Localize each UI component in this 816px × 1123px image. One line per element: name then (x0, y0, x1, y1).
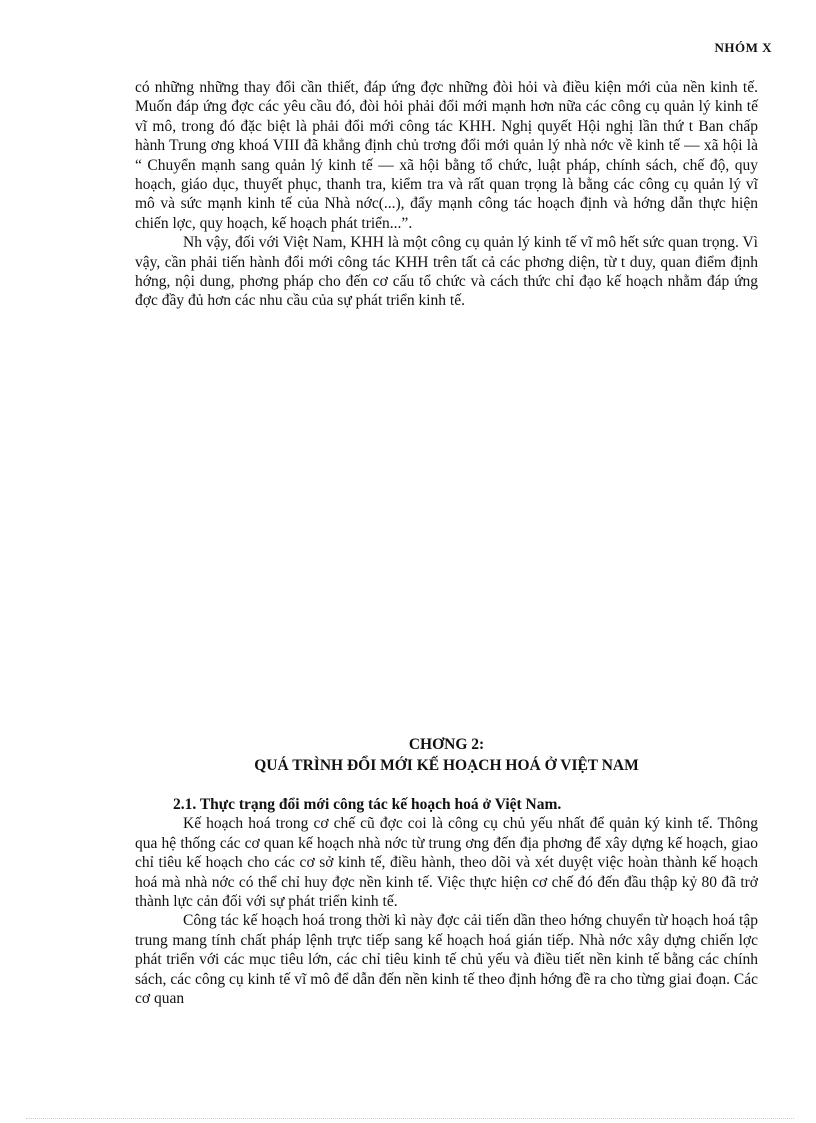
section-text (135, 795, 758, 1008)
intro-paragraph-1: có những những thay đổi cần thiết, đáp ứng đợc những đòi hỏi và điều kiện mới của nền kinh tế. Muốn đáp ứng đợc các yêu cầu đó, đòi hỏi phải đổi mới mạnh hơn nữa các công cụ quản lý kinh tế vĩ mô, trong đó đặc biệt là phải đổi mới công tác KHH. Nghị quyết Hội nghị lần thứ t Ban chấp hành Trung ơng khoá VIII đã khẳng định chủ trơng đổi mới quản lý nhà nớc về kinh tế — xã hội là “ Chuyển mạnh sang quản lý kinh tế — xã hội bằng tổ chức, luật pháp, chính sách, chế độ, quy hoạch, giáo dục, thuyết phục, thanh tra, kiểm tra và rất quan trọng là bằng các công cụ quản lý vĩ mô và sức mạnh kinh tế của Nhà nớc(...), đẩy mạnh công tác hoạch định và hớng dẫn thực hiện chiến lợc, quy hoạch, kế hoạch phát triển...”. (135, 79, 758, 232)
intro-text (135, 78, 758, 311)
section-paragraph-2: Công tác kế hoạch hoá trong thời kì này đợc cải tiến dần theo hớng chuyển từ hoạch hoá tập trung mang tính chất pháp lệnh trực tiếp sang kế hoạch hoá gián tiếp. Nhà nớc xây dựng chiến lợc phát triển với các mục tiêu lớn, các chỉ tiêu kinh tế chủ yếu và điều tiết nền kinh tế bằng các chính sách, các công cụ kinh tế vĩ mô để dẫn đến nền kinh tế theo định hớng đề ra cho từng giai đoạn. Các cơ quan (135, 912, 758, 1008)
chapter-title: QUÁ TRÌNH ĐỔI MỚI KẾ HOẠCH HOÁ Ở VIỆT NAM (254, 757, 639, 774)
section-heading: 2.1. Thực trạng đổi mới công tác kế hoạch hoá ở Việt Nam. (173, 796, 562, 813)
chapter-number: CHƠNG 2: (408, 736, 485, 753)
page-header-group: NHÓM X (714, 40, 772, 55)
intro-paragraph-2: Nh vậy, đối với Việt Nam, KHH là một công cụ quản lý kinh tế vĩ mô hết sức quan trọng. Vì vậy, cần phải tiến hành đổi mới công tác KHH trên tất cả các phơng diện, từ t duy, quan điểm định hớng, nội dung, phơng pháp cho đến cơ cấu tổ chức và cách thức chỉ đạo kế hoạch nhằm đáp ứng đợc đầy đủ hơn các nhu cầu của sự phát triển kinh tế. (135, 234, 758, 310)
page-bottom-divider (26, 1118, 794, 1119)
section-paragraph-1: Kế hoạch hoá trong cơ chế cũ đợc coi là công cụ chủ yếu nhất để quản ký kinh tế. Thông qua hệ thống các cơ quan kế hoạch nhà nớc từ trung ơng đến địa phơng để xây dựng kế hoạch, giao chỉ tiêu kế hoạch cho các cơ sở kinh tế, điều hành, theo dõi và xét duyệt việc hoàn thành kế hoạch hoá mà nhà nớc có thể chỉ huy đợc nền kinh tế. Việc thực hiện cơ chế đó đến đầu thập kỷ 80 đã trở thành lực cản đối với sự phát triển kinh tế. (135, 815, 758, 911)
